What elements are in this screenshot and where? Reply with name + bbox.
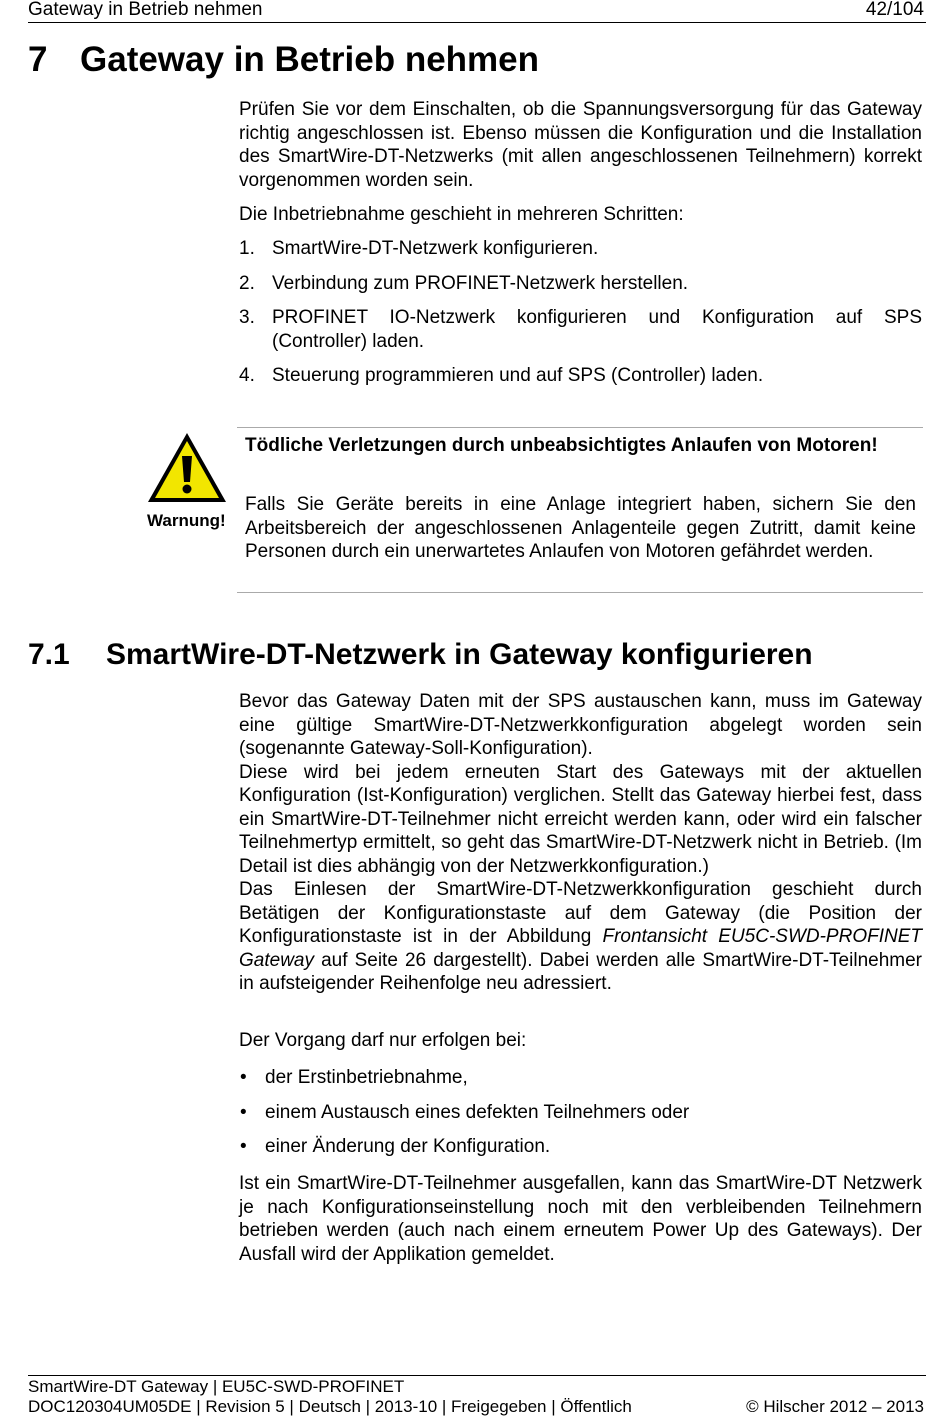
paragraph-5: Ist ein SmartWire-DT-Teilnehmer ausgefallen, kann das SmartWire-DT Netzwerk je nach Konfigurationseinstellung noch mit den verbleibenden Teilnehmern betrieben werden (auch nach einem erneutem Power Up des Gateways). Der Ausfall wird der Applikation gemeldet. (239, 1173, 922, 1265)
subsection-title: SmartWire-DT-Netzwerk in Gateway konfigurieren (106, 638, 813, 671)
paragraph-4: Der Vorgang darf nur erfolgen bei: (239, 1030, 527, 1051)
footer-rule (28, 1375, 926, 1376)
warning-bottom-rule (237, 592, 923, 593)
paragraph-2: Diese wird bei jedem erneuten Start des Gateways mit der aktuellen Konfiguration (Ist-Konfiguration) verglichen. Stellt das Gateway hierbei fest, dass ein SmartWire-DT-Teilnehmer nicht erreicht werden kann, oder wird ein falscher Teilnehmertyp ermittelt, so geht das SmartWire-DT-Netzwerk nicht in Betrieb. (Im Detail ist dies abhängig von der Netzwerkkonfiguration.) (239, 761, 922, 877)
intro-paragraph: Prüfen Sie vor dem Einschalten, ob die Spannungsversorgung für das Gateway richtig angeschlossen ist. Ebenso müssen die Konfiguration und die Installation des SmartWire-DT-Netzwerks (mit allen angeschlossenen Teilnehmern) korrekt vorgenommen worden sein. (239, 99, 922, 191)
condition-list (239, 1066, 922, 1159)
footer-copyright: © Hilscher 2012 – 2013 (746, 1397, 924, 1416)
step-item: 3. PROFINET IO-Netzwerk konfigurieren und Konfiguration auf SPS (Controller) laden. (239, 307, 922, 352)
list-item: • einer Änderung der Konfiguration. (240, 1136, 551, 1157)
warning-label: Warnung! (147, 511, 226, 530)
section-heading (28, 40, 539, 80)
steps-intro: Die Inbetriebnahme geschieht in mehreren Schritten: (239, 204, 684, 225)
list-item: • der Erstinbetriebnahme, (240, 1067, 468, 1088)
steps-list (239, 237, 922, 388)
step-item: 4. Steuerung programmieren und auf SPS (Controller) laden. (239, 365, 764, 386)
page-number: 42/104 (865, 0, 924, 20)
footer-product: SmartWire-DT Gateway | EU5C-SWD-PROFINET (28, 1377, 405, 1396)
paragraph (239, 690, 922, 996)
warning-triangle-icon (145, 430, 229, 506)
paragraph-3: Das Einlesen der SmartWire-DT-Netzwerkkonfiguration geschieht durch Betätigen der Konfigurationstaste auf dem Gateway (die Position der Konfigurationstaste ist in der Abbildung Frontansicht EU5C-SWD-PROFINET Gateway auf Seite 26 dargestellt). Dabei werden alle SmartWire-DT-Teilnehmer in aufsteigender Reihenfolge neu adressiert. (239, 879, 922, 994)
paragraph-1: Bevor das Gateway Daten mit der SPS austauschen kann, muss im Gateway eine gültige SmartWire-DT-Netzwerkkonfiguration abgelegt worden sein (sogenannte Gateway-Soll-Konfiguration). (239, 691, 922, 759)
warning-text: Falls Sie Geräte bereits in eine Anlage integriert haben, sichern Sie den Arbeitsbereich der angeschlossenen Anlagenteile gegen Zutritt, damit keine Personen durch ein unerwartetes Anlaufen von Motoren gefährdet werden. (245, 494, 916, 562)
warning-top-rule (237, 427, 923, 428)
step-item: 2. Verbindung zum PROFINET-Netzwerk herstellen. (239, 272, 689, 294)
footer-document-info: DOC120304UM05DE | Revision 5 | Deutsch | 2013-10 | Freigegeben | Öffentlich (28, 1397, 632, 1416)
list-item: • einem Austausch eines defekten Teilnehmers oder (240, 1101, 690, 1123)
step-item: 1. SmartWire-DT-Netzwerk konfigurieren. (239, 238, 599, 259)
section-number: 7 (28, 40, 48, 79)
header-rule (28, 22, 926, 23)
running-header-title: Gateway in Betrieb nehmen (28, 0, 263, 20)
figure-reference-link[interactable]: Frontansicht EU5C-SWD-PROFINET Gateway (239, 926, 922, 971)
subsection-heading (28, 638, 813, 672)
subsection-number: 7.1 (28, 638, 70, 671)
section-title: Gateway in Betrieb nehmen (80, 40, 540, 79)
warning-title: Tödliche Verletzungen durch unbeabsichtigtes Anlaufen von Motoren! (245, 435, 878, 456)
